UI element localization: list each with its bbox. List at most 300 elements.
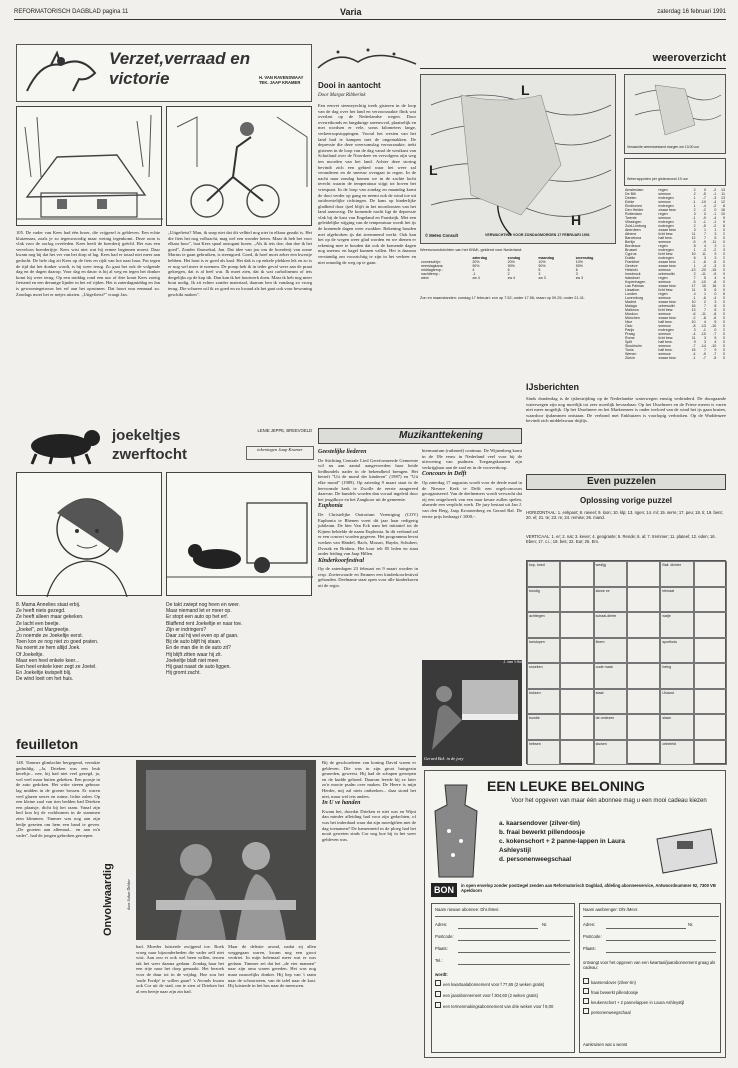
poem-line: De wind loeit om het huis. [16, 676, 74, 683]
referrer-city-label: Plaats: [583, 946, 596, 951]
station-header [624, 158, 726, 186]
station-cell: 8 [693, 244, 696, 248]
station-cell: 8 [723, 204, 725, 208]
forecast-header: woensdag [575, 256, 594, 260]
station-cell: -1 [692, 356, 696, 360]
music-section [318, 428, 522, 766]
station-cell: -20 [700, 268, 706, 272]
forecast-cell: 2 [507, 272, 510, 276]
station-cell: -7 [702, 356, 706, 360]
forecast-cell: zw 3 [575, 276, 584, 280]
poem-line: Hij gromt zacht. [166, 670, 201, 677]
station-cell: 7 [703, 348, 706, 352]
station-cell: 6 [693, 256, 696, 260]
ice-body: Sinds donderdag is de ijsbestrijding op de Nederlandse waterwegen ernstig verhinderd. De doorgaande waterwegen zijn nog moeilijk tot zeer moeilijk bevaarbaar. Op het IJsselmeer en de Friese meren is varen niet meer mogelijk. Op het IJsselmeer en het Markermeer is onder invloed van de wind het ijs gaan kruien, waardoor ijsdammen ontstaan. De verbond met Enkhuizen is voorlopig verbroken. Op de Waddenzee bevindt zich middelzwaar drijfijs. [526, 396, 726, 424]
puzzle-cell: beleg [660, 663, 693, 689]
referrer-postcode-label: Postcode: [583, 934, 602, 939]
station-cell: 7 [703, 232, 706, 236]
forecast-cell: neerslagkans: [421, 264, 444, 268]
gift-checkbox[interactable] [583, 1008, 589, 1014]
poem-line: Maar niemand let er meer op. [166, 608, 232, 615]
station-cell: sneeuw [658, 268, 671, 272]
station-cell: Innsbruck [625, 272, 641, 276]
station-cell: 9 [714, 252, 717, 256]
poem-line: Ze lacht een beetje. [16, 620, 60, 627]
referrer-address-field[interactable] [606, 928, 686, 929]
puzzle-cell [694, 714, 727, 740]
organist-photo-caption: Gerard Bal: in de jury [424, 756, 464, 761]
forecast-table [420, 256, 616, 280]
comic-section [16, 44, 312, 394]
ad-items [499, 819, 649, 879]
station-cell: 7 [703, 236, 706, 240]
station-cell: Genève [625, 264, 638, 268]
puzzle-cell: snoeken [527, 663, 560, 689]
station-cell: Istanboel [625, 276, 640, 280]
station-cell: motregen [658, 248, 674, 252]
station-cell: 1 [723, 244, 725, 248]
puzzle-cell: de omlezen [594, 714, 627, 740]
station-cell: 2 [693, 272, 696, 276]
station-cell: Helsinki [625, 268, 638, 272]
horse-rider-icon [21, 51, 101, 97]
forecast-cell: 20% [472, 260, 480, 264]
station-cell: -2 [713, 248, 717, 252]
gift-options [583, 978, 719, 1038]
gift-intro: ontvangt voor het opgeven van een kwartaal/jaarabonnement graag als cadeau: [583, 960, 716, 970]
poem-line: Blaffend rent Joekeltje er naar toe. [166, 620, 243, 627]
forecast-cell: 3 [575, 272, 578, 276]
station-cell: 0 [723, 236, 725, 240]
station-cell: 0 [723, 252, 725, 256]
station-cell: Vlissingen [625, 220, 642, 224]
station-cell: -5 [713, 272, 717, 276]
name-field[interactable] [435, 916, 573, 917]
puzzle-cell [627, 663, 660, 689]
puzzle-cell: bundie [527, 714, 560, 740]
puzzle-cell: oude maat [594, 663, 627, 689]
puzzle-cell [627, 587, 660, 613]
station-cell: 11 [691, 336, 696, 340]
puzzle-cell [694, 587, 727, 613]
station-cell: 3 [703, 256, 706, 260]
weather-rule [420, 68, 726, 69]
phone-field[interactable] [458, 964, 570, 965]
puzzle-cell [627, 689, 660, 715]
station-cell: 13 [721, 188, 725, 192]
forecast-cell: 10% [575, 260, 583, 264]
gift-option: fraai bewerkt pillendoosje [591, 990, 639, 995]
forecast-cell: wind: [421, 276, 430, 280]
station-cell: 15 [701, 284, 706, 288]
puzzle-cell [560, 740, 593, 766]
station-cell: -10 [711, 324, 717, 328]
form-right-title: Naam aanbrenger: Dhr./Mevr. [583, 907, 639, 912]
station-cell: motregen [658, 328, 674, 332]
dooi-body: Een eenvei steeneyechtig treek gisteren in de loop van de dag over het land en verzoorzaakte flink wat overlast op de Nederlandse wegen. Door overreikonds en langdurige sneeuwval, plaatselijk en met wordsen er vele, soms kilometers lange, verkeersopstoppingen. Vooral het westen van het land had te kampen met de ongemakken. De depressie die deze weersomslag veroorzaakte, trekt gisteren in de loop van de dag vanaf de westkust van Schotland over de Noordzee en vervolgens zijn weg ten noorden van het land. Achter deze storing bevindt zich een gebied waar het weer zal veranderen en de sneeuw overgaat in regen. In de nacht naar zondag komen we in de zachte lucht terecht waarin de temperatuur stijgt tot boven het vriespunt. In de loop van zondag en maandag komt de dooi verder op gang en neemt ook de wind toe uit zuidwestelijke richtingen. De kans op hinderlijke gladheid door ijzel blijft in het noordoosten van het land aanwezig. De komende nacht ligt de depressie vlak bij de kust van Engeland en Frankrijk. Met een geleidelijke stijging van de temperatuur wordt het ijs de komende dagen weer zwakker. Rekening houden met afgebroken ijs dat stremmend werkt. Ook kan het op de wegen weer glad worden en we dienen er rekening mee te houden dat ook de komende dagen nog sneeuw en hagel kunnen vallen. Het is daarom verstandig om voorzichtig te zijn in het verkeer en niet onnodig de weg op te gaan. [318, 103, 416, 265]
postcode-label: Postcode: [435, 934, 454, 939]
puzzle-cell: achtiegen [527, 612, 560, 638]
map-credit: © Meteo Consult [425, 233, 459, 238]
station-cell: 5 [714, 336, 717, 340]
puzzle-cell: toestopen [527, 638, 560, 664]
station-cell: -3 [713, 196, 717, 200]
station-cell: -6 [692, 312, 696, 316]
station-cell: -8 [713, 312, 717, 316]
station-cell: Split [625, 340, 632, 344]
station-cell: 0 [723, 356, 725, 360]
station-cell: regen [658, 276, 668, 280]
station-cell: 17 [691, 284, 696, 288]
gift-option: personenweegschaal [591, 1010, 631, 1015]
station-cell: 0 [703, 188, 706, 192]
station-cell: -11 [701, 272, 706, 276]
joekeltjes-title: joekeltjes zwerftocht [112, 427, 187, 463]
station-cell: 2 [723, 256, 725, 260]
station-cell: sneeuw [658, 240, 671, 244]
joekeltjes-poem-right [166, 602, 312, 722]
station-cell: -1 [713, 220, 717, 224]
station-cell: 0 [723, 264, 725, 268]
ad-footnote: Aankruisen wat u wenst [583, 1042, 628, 1047]
weather-thumb-map [624, 74, 726, 154]
station-cell: 0 [703, 212, 706, 216]
station-cell: -4 [702, 264, 706, 268]
station-cell: half bew. [658, 320, 673, 324]
weather-map [420, 74, 616, 244]
station-cell: -5 [702, 224, 706, 228]
organist-photo-credit: J. van 't Hul [503, 660, 522, 664]
puzzle-cell [560, 714, 593, 740]
forecast-cell: -1 [472, 272, 476, 276]
station-cell: 0 [723, 348, 725, 352]
puzzle-cell: telmaat [660, 587, 693, 613]
poem-line: Joekeltje blaft niet meer. [166, 657, 220, 664]
poem-line: Hij gaat naast de auto liggen. [166, 664, 231, 671]
station-cell: 11 [691, 288, 696, 292]
thumb-caption: Verwachte weerstoestand morgen om 13.00 uur [627, 145, 700, 149]
poem-line: De takt zwiept nog heen en weer. [166, 602, 240, 608]
station-cell: sneeuw [658, 352, 671, 356]
poem-line: En de man die in de auto zit? [166, 645, 231, 652]
station-cell: regen [658, 244, 668, 248]
option-year: een jaarabonnement voor f 304,60 (2 weken gratis) [443, 993, 538, 998]
station-cell: 0 [723, 284, 725, 288]
scale-icon [651, 819, 721, 879]
station-cell: 6 [723, 224, 725, 228]
station-cell: -11 [701, 312, 706, 316]
puzzle-cell [560, 689, 593, 715]
station-cell: onbewolkt [658, 304, 675, 308]
station-cell: -15 [711, 268, 717, 272]
puzzle-cell [627, 612, 660, 638]
header-rule [14, 19, 726, 20]
option-checkbox[interactable] [435, 980, 441, 986]
forecast-cell: 6 [575, 268, 578, 272]
station-cell: sneeuw [658, 332, 671, 336]
referrer-city-field[interactable] [606, 952, 716, 953]
station-cell: 0 [723, 300, 725, 304]
gift-checkbox[interactable] [583, 998, 589, 1004]
station-cell: -7 [713, 352, 717, 356]
station-cell: licht bew. [658, 252, 674, 256]
station-cell: 0 [723, 288, 725, 292]
station-cell: -7 [713, 332, 717, 336]
station-cell: 1 [693, 196, 696, 200]
station-cell: 15 [691, 348, 696, 352]
station-cell: 9 [714, 348, 717, 352]
station-cell: -7 [692, 344, 696, 348]
station-cell: 12 [691, 236, 696, 240]
referrer-number-label: Nr. [688, 922, 694, 927]
ice-section [526, 380, 726, 472]
station-cell: 1 [693, 248, 696, 252]
puzzle-subtitle: Oplossing vorige puzzel [579, 496, 672, 505]
puzzle-section [526, 474, 726, 766]
forecast-header: maandag [538, 256, 555, 260]
station-cell: 0 [723, 336, 725, 340]
station-cell: 0 [723, 304, 725, 308]
joekeltjes-author: LENIE JEPPE, BREEVOELD [257, 428, 312, 433]
station-cell: half bew. [658, 340, 673, 344]
station-cell: -4 [713, 216, 717, 220]
weather-section [420, 44, 726, 374]
station-cell: -2 [713, 204, 717, 208]
gift-checkbox[interactable] [583, 978, 589, 984]
address-field[interactable] [458, 928, 538, 929]
bon-label: BON [431, 883, 457, 897]
bon-text: in open envelop zonder postzegel zenden aan Reformatorisch Dagblad, afdeling abonneeservice, Antwoordnummer 92, 7300 VB Apeldoorn [461, 883, 716, 893]
station-cell: -3 [713, 264, 717, 268]
station-cell: sneeuw [658, 344, 671, 348]
station-cell: 16 [712, 284, 717, 288]
forecast-header: zondag [507, 256, 521, 260]
puzzle-cell: hebsen [527, 740, 560, 766]
station-cell: -9 [702, 216, 706, 220]
station-cell: 5 [714, 320, 717, 324]
puzzle-cell [560, 561, 593, 587]
station-cell: 0 [723, 312, 725, 316]
poem-line: En Joekeltje kwispelt blij. [16, 670, 72, 677]
poem-line: Nu noemt ze hem altijd Joek. [16, 645, 81, 652]
puzzle-cell [560, 663, 593, 689]
puzzle-cell [627, 561, 660, 587]
station-cell: -6 [713, 316, 717, 320]
poem-line: Hij blijft zitten waar hij zit. [166, 651, 222, 658]
station-cell: 6 [714, 308, 717, 312]
station-cell: -1 [692, 296, 696, 300]
station-cell: 2 [693, 188, 696, 192]
station-cell: 2 [693, 192, 696, 196]
station-cell: -2 [713, 224, 717, 228]
station-cell: Barcelona [625, 236, 642, 240]
station-cell: sneeuw [658, 216, 671, 220]
feuilleton-col4b: Kwam het, doordat Drieken er niet was en Wijnt dan minder afleiding had voor zijn gedachten, of was het inderdaad waar dat zijn moedgiften met de dag toenamen? De kamermeid in de ploeg had het nooit geweten sinds Cor nog hoe bij in het weer gebleven was. [322, 808, 416, 842]
puzzle-cell [694, 612, 727, 638]
feuilleton-subhead: In U ve handen [322, 800, 361, 807]
station-cell: 3 [693, 228, 696, 232]
station-cell: -10 [700, 280, 706, 284]
puzzle-cell: wedijg [594, 561, 627, 587]
station-cell: Eelde [625, 200, 635, 204]
comic-text-right: „Uitgefietst? Man, ik snap niet dat dit velhiel nog niet in elkaar gezakt is. Het die fiets het nog volbracht, mag wel een wonder heten. Maar ik heb het voor elkaar hoor", laat Kees spaal astrogant horen. „Als ik iets doe, dan doe ik het goed", Zonder flauwekul, Jan. Dat idee van jou om de boerderij van oome Marius te gaan gebruiken, is steengoed. Goed, ik hoef moet zeker een kwestje hebben. Het hout is er goed als kaal. Het dak is op enkele plekken lek en zo is er nog wel meer te noemen. De pomp heb ik in ieder geval weer aan de praat gekregen, dat is al heel wat. Ik moet zien, dat ik wat carbolineum of iets dergelijks op de kop tik. Dan kan ik het houtwerk doen. Maar ik heb nog meer hout nodig. Ik zit echter zonder materiaal, daarom ben ik vandaag zo vroeg terug. Die schuren wil ik zo goed en zo kwaad als het gaat ook voor bewoning geschikt maken". [168, 230, 312, 297]
station-cell: 0 [723, 272, 725, 276]
subscription-options [435, 980, 573, 1050]
station-cell: 0 [723, 308, 725, 312]
station-cell: sneeuw [658, 324, 671, 328]
station-cell: licht bew. [658, 336, 674, 340]
option-checkbox[interactable] [435, 1002, 441, 1008]
station-cell: 0 [723, 344, 725, 348]
station-cell: -8 [692, 324, 696, 328]
poem-line: Zijn er indringers? [166, 626, 207, 633]
isobar-map-icon [421, 75, 617, 245]
svg-text:H: H [571, 212, 582, 228]
station-cell: 6 [714, 288, 717, 292]
forecast-cell: 90% [472, 264, 480, 268]
station-cell: 1 [703, 228, 706, 232]
station-cell: 2 [723, 328, 725, 332]
station-cell: -6 [702, 296, 706, 300]
station-cell: 0 [723, 260, 725, 264]
station-cell: Nice [625, 320, 633, 324]
station-cell: Oslo [625, 324, 633, 328]
organist-photo [422, 660, 522, 766]
puzzle-cell [694, 638, 727, 664]
puzzle-cell [694, 663, 727, 689]
joekeltjes-panel-car [166, 472, 312, 596]
forecast-cell: zw 3 [538, 276, 546, 280]
station-cell: Londen [625, 292, 637, 296]
station-cell: 3 [714, 256, 717, 260]
station-cell: Mallorca [625, 308, 639, 312]
forecast-cell: zonneschijn: [421, 260, 441, 264]
referrer-postcode-field[interactable] [606, 940, 716, 941]
feuilleton-rule [16, 756, 416, 757]
station-cell: zwaar bew. [658, 260, 677, 264]
forecast-cell: middagtemp.: [421, 268, 443, 272]
paper-name: REFORMATORISCH DAGBLAD pagina 11 [14, 9, 129, 15]
poem-line: Ze heeft niets gezegd. [16, 608, 66, 615]
puzzle-cell: fleem [594, 638, 627, 664]
puzzle-cell [694, 689, 727, 715]
station-cell: motregen [658, 256, 674, 260]
poem-line: Zo noemde ze Joekeltje eerst. [16, 633, 83, 640]
ad-title: EEN LEUKE BELONING [487, 778, 645, 794]
issue-date: zaterdag 16 februari 1991 [657, 9, 726, 15]
station-cell: Kopenhagen [625, 280, 646, 284]
station-cell: motregen [658, 220, 674, 224]
postcode-field[interactable] [458, 940, 570, 941]
station-cell: sneeuw [658, 200, 671, 204]
poem-line: Toen kon ze nog niet zo goed praten. [16, 639, 99, 646]
feuilleton-side-title-box [104, 760, 126, 940]
feuilleton-col2: had. Moeder luisterde zwijgend toe. Roek vroeg naar bijzonderheden die vader zelf niet wist. Aan zou er ook wel heen willen, teroen tak het weer daarna gedaan. Zondag haar het een ritje naar het dorp gemaakt. Het bezoek voor de duur tot in de vrijdag. Hoe zou het 'oude Fordje' te willen gaan? 's Avonds kwam ook Cor uit de stad, om te zien of Drieken het al een beetje naar zijn zin had. [136, 944, 224, 994]
gift-option: keukenschort + 2 pannelappen in Laura Ashleystijl [591, 1000, 685, 1005]
station-cell: -4 [692, 332, 696, 336]
station-cell: 12 [721, 200, 725, 204]
station-cell: -1 [702, 220, 706, 224]
dog-and-car-icon [167, 473, 313, 597]
forecast-cell: zw 4 [472, 276, 480, 280]
gift-checkbox[interactable] [583, 988, 589, 994]
girl-portrait-icon [17, 473, 163, 597]
option-checkbox[interactable] [435, 991, 441, 997]
music-h-kinderkoor: Kinderkoorfestival [318, 557, 364, 564]
station-cell: -8 [702, 316, 706, 320]
station-cell: zwaar bew. [658, 208, 677, 212]
sun-moon-times: Zon en maanstanden: zondag 17 februari: zon op 7.52; onder 17.56; maan op 09.25; onder 21.41. [420, 296, 585, 300]
subscription-ad [424, 770, 726, 1058]
station-cell: 4 [723, 276, 725, 280]
station-cell: München [625, 316, 640, 320]
station-cell: 7 [703, 308, 706, 312]
music-h-liederen: Geestelijke liederen [318, 449, 367, 455]
comic-panel-farmhouse [16, 106, 162, 226]
station-cell: 5 [703, 288, 706, 292]
station-cell: 0 [714, 208, 717, 212]
station-cell: 13 [721, 196, 725, 200]
station-cell: 11 [721, 192, 725, 196]
station-table [624, 188, 726, 360]
puzzle-title: Even puzzelen [526, 474, 726, 490]
station-cell: Aberdeen [625, 228, 641, 232]
dog-icon [16, 424, 106, 464]
feuilleton-col4: Bij de geschorderen van koning David waren er gebleven. Die was in zijn groot huisgezin gesneden, geweest. Hij had de schapen geroepen en de kudde gehoed. Daarom leerde hij ze later zo'n mooie psalm over maken. De Heere is mijn Herder, mij zal niets ontbreken... daar stond het niet, maar wel iets anders. [322, 760, 416, 799]
poem-line: Een heel enkele keer zegt ze Joetel. [16, 664, 97, 671]
small-weather-map-icon [625, 75, 727, 145]
station-cell: sneeuw [658, 296, 671, 300]
forecast-cell: zw 4 [507, 276, 516, 280]
station-cell: 2 [693, 208, 696, 212]
music-p-concours: Op zaterdag 17 augustus wordt voor de derde maal in de Nieuwe Kerk te Delft een orgelconcours georganiseerd. Van de deelnemers wordt verwacht dat zij een ontgelwerk van een naar keuze zullen spelen, alsmede een verplicht werk. De jury bestaat uit Jan J. van den Berg, Jaap Kroonenberg en Gerard Bal. De eerste prijs bedraagt f 1000,-. [422, 479, 522, 519]
city-field[interactable] [458, 952, 570, 953]
feuilleton-col1: 148. Timmer glimlachte bergegend, verrukte gedruldig. „Ja, Drieken was een leuk kereltje... nee, hij had niet veel gezegd, ja, wel veel maar buiten gekeken. Een poosje in de auto gedoken. Het witte steeen gebouw lag midden in de groene bossen. Er waren veel glazen serres en ruime, lichte zalen. Op een kleine zaal van tien bedden had Drieken een plaatsje, dicht bij het raam. Vanaf zijn bed kon hij de vorkbomen in de stammen zien klimmen. Timmer was nog aan zijn bedje gezeten om hem een hand te geven. „De groeten aan allemaal... en aan m'n vader", had de jongen gebroken geroepen. [16, 760, 100, 838]
station-cell: -1 [713, 192, 717, 196]
city-label: Plaats: [435, 946, 448, 951]
station-cell: zwaar bew. [658, 356, 677, 360]
station-cell: Zuid-Limburg [625, 224, 647, 228]
puzzle-vertical: VERTICAAL: 1. er; 2. nat; 3. kever; 4. geograste; 5. Rende; 6. al; 7. tremmer; 11. plateel; 12. eden; 16. Eben; 17. c.i.; 19. bes; 22. Ear; 25. Em. [526, 534, 716, 544]
station-cell: 7 [693, 276, 696, 280]
puzzle-cell: Bali. dichter [660, 561, 693, 587]
station-cell: Moskou [625, 312, 638, 316]
station-cell: 0 [723, 296, 725, 300]
station-cell: 0 [723, 228, 725, 232]
station-cell: 3 [714, 244, 717, 248]
station-cell: -10 [711, 344, 717, 348]
puzzle-cell: sportbuis [660, 638, 693, 664]
station-cell: 2 [723, 232, 725, 236]
joekeltjes-panel-girl [16, 472, 162, 596]
station-cell: 3 [714, 300, 717, 304]
puzzle-cell [560, 587, 593, 613]
dooi-title: Dooi in aantocht [318, 81, 381, 90]
form-referrer [579, 903, 721, 1053]
feuilleton-title: feuilleton [16, 736, 79, 752]
referrer-name-field[interactable] [583, 916, 719, 917]
station-cell: Wenen [625, 352, 637, 356]
station-cell: -2 [713, 188, 717, 192]
station-cell: half bew. [658, 236, 673, 240]
station-cell: Berlijn [625, 240, 635, 244]
station-cell: 4 [714, 340, 717, 344]
station-cell: Brussel [625, 248, 637, 252]
music-h-euphonia: Euphonia [318, 503, 343, 510]
station-cell: 5 [703, 276, 706, 280]
station-cell: Lissabon [625, 288, 640, 292]
station-cell: motregen [658, 224, 674, 228]
